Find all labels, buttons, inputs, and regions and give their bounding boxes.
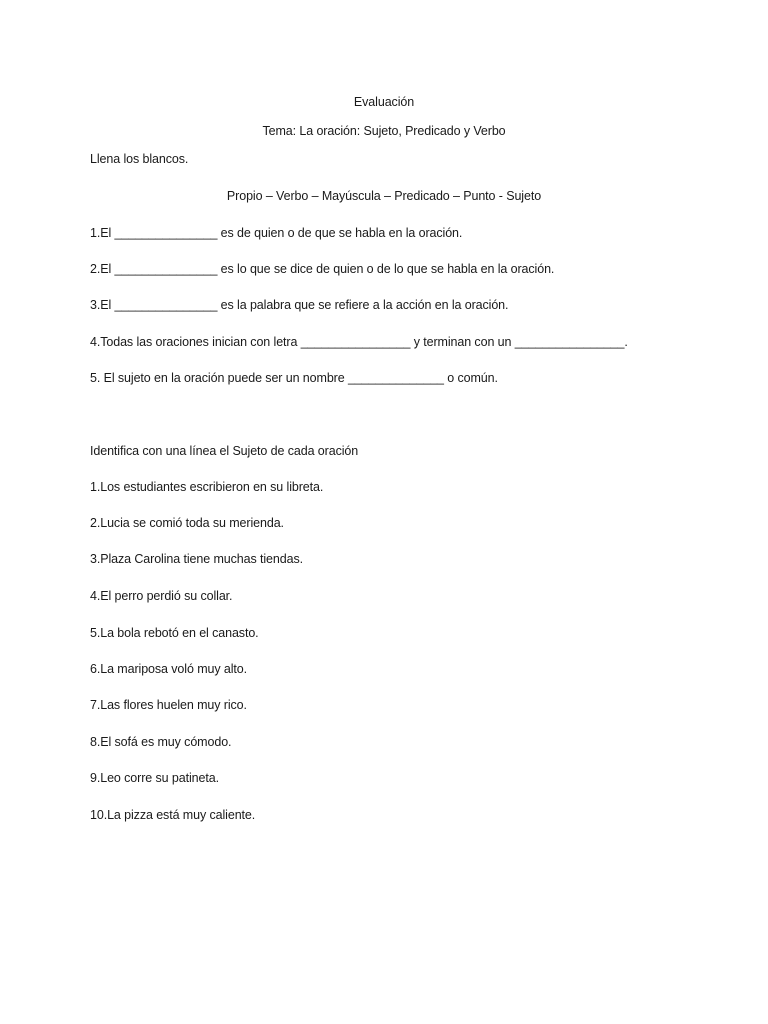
word-bank: Propio – Verbo – Mayúscula – Predicado – Punto - Sujeto bbox=[226, 189, 542, 203]
fill-blank-item: 5. El sujeto en la oración puede ser un nombre ______________ o común. bbox=[90, 371, 498, 385]
sentence-item: 10.La pizza está muy caliente. bbox=[90, 808, 256, 822]
fill-blanks-instruction: Llena los blancos. bbox=[90, 152, 189, 166]
sentence-item: 3.Plaza Carolina tiene muchas tiendas. bbox=[90, 552, 303, 566]
identify-subject-instruction: Identifica con una línea el Sujeto de cada oración bbox=[90, 444, 359, 458]
document-title: Evaluación bbox=[353, 95, 415, 109]
fill-blank-item: 2.El _______________ es lo que se dice de quien o de lo que se habla en la oración. bbox=[90, 262, 555, 276]
fill-blank-item: 1.El _______________ es de quien o de que se habla en la oración. bbox=[90, 226, 463, 240]
sentence-item: 1.Los estudiantes escribieron en su libreta. bbox=[90, 480, 324, 494]
sentence-item: 8.El sofá es muy cómodo. bbox=[90, 735, 232, 749]
sentence-item: 6.La mariposa voló muy alto. bbox=[90, 662, 248, 676]
sentence-item: 2.Lucia se comió toda su merienda. bbox=[90, 516, 284, 530]
sentence-item: 9.Leo corre su patineta. bbox=[90, 771, 219, 785]
sentence-item: 7.Las flores huelen muy rico. bbox=[90, 698, 247, 712]
sentence-item: 4.El perro perdió su collar. bbox=[90, 589, 233, 603]
document-topic: Tema: La oración: Sujeto, Predicado y Verbo bbox=[262, 124, 506, 138]
fill-blank-item: 4.Todas las oraciones inician con letra ________________ y terminan con un ________________. bbox=[90, 335, 628, 349]
fill-blank-item: 3.El _______________ es la palabra que se refiere a la acción en la oración. bbox=[90, 298, 509, 312]
sentence-item: 5.La bola rebotó en el canasto. bbox=[90, 626, 259, 640]
